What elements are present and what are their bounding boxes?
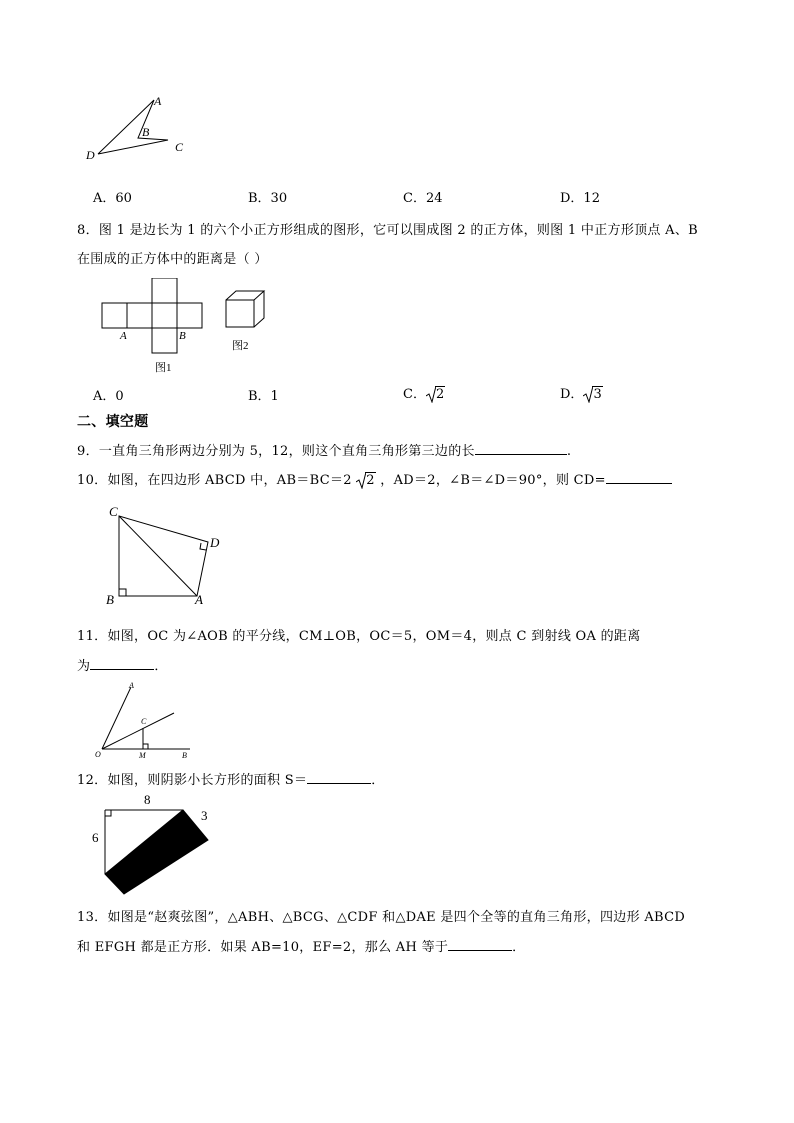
q12-tail: ． [371,773,385,788]
q11-line2-prefix: 为 [77,659,91,674]
q10-label-d: D [210,535,220,550]
q12-stem [77,769,385,788]
q8-option-a: A．0 [93,389,124,404]
q10-text-before: 10．如图，在四边形 ABCD 中，AB＝BC＝2 [77,473,352,488]
q10-label-c: C [109,504,118,519]
q13-line2-text: 和 EFGH 都是正方形．如果 AB=10，EF=2，那么 AH 等于 [77,940,449,955]
q13-answer-blank[interactable] [448,938,512,951]
q10-radicand: 2 [366,473,375,488]
q8-point-b-label: B [179,330,186,342]
q10-quadrilateral-figure [100,502,230,608]
q9-text: 9．一直角三角形两边分别为 5，12，则这个直角三角形第三边的长 [77,444,475,459]
q12-label-8: 8 [144,792,151,807]
q10-label-b: B [106,592,114,607]
q11-label-m: M [139,751,146,760]
q10-label-a: A [195,592,203,607]
q11-angle-bisector-figure [92,680,202,764]
q11-stem-line1: 11．如图，OC 为∠AOB 的平分线，CM⊥OB，OC＝5，OM＝4，则点 C 到射线 OA 的距离 [77,629,641,644]
q12-shaded-rectangle-figure [88,790,218,898]
q10-sqrt [356,473,376,488]
section-heading-fill-blank: 二、填空题 [77,414,149,430]
q12-label-6: 6 [92,830,99,845]
q10-stem [77,469,672,488]
q12-label-3: 3 [201,808,208,823]
q13-tail: ． [512,940,526,955]
q8-option-d-radicand: 3 [593,387,602,402]
q11-stem-line2 [77,655,168,674]
q8-fig2-caption: 图2 [232,340,249,352]
q10-text-after: ，AD＝2，∠B＝∠D＝90°，则 CD= [380,473,606,488]
q11-label-o: O [95,750,101,759]
q11-answer-blank[interactable] [90,657,154,670]
q7-label-c: C [175,140,184,154]
q10-answer-blank[interactable] [606,471,672,484]
q7-label-d: D [86,148,95,162]
q7-option-c: C．24 [403,191,443,206]
q8-option-c [403,383,445,402]
q9-stem [77,440,571,459]
q12-text: 12．如图，则阴影小长方形的面积 S＝ [77,773,308,788]
q8-point-a-label: A [120,330,127,342]
q11-label-b: B [182,751,187,760]
q7-label-a: A [154,94,162,108]
q7-option-a: A．60 [93,191,132,206]
q8-option-b: B．1 [248,389,279,404]
q8-cube-net-figure [100,278,210,378]
q8-option-c-sqrt [426,387,445,402]
q11-label-a: A [129,681,134,690]
q11-line2-tail: ． [154,659,168,674]
q8-option-d-sqrt [583,387,602,402]
q13-stem-line1: 13．如图是“赵爽弦图”，△ABH、△BCG、△CDF 和△DAE 是四个全等的直角三角形，四边形 ABCD [77,910,686,925]
q8-option-d [560,383,603,402]
q9-answer-blank[interactable] [475,442,567,455]
q8-stem-line1: 8．图 1 是边长为 1 的六个小正方形组成的图形，它可以围成图 2 的正方体，则图 1 中正方形顶点 A、B [77,223,698,238]
q8-option-c-prefix: C． [403,387,426,402]
q7-option-b: B．30 [248,191,288,206]
q9-tail: . [566,444,572,459]
q12-answer-blank[interactable] [307,771,371,784]
q8-cube-figure [222,288,272,352]
q13-stem-line2 [77,936,525,955]
q7-triangle-figure [82,90,192,162]
q7-label-b: B [142,125,150,139]
q8-stem-line2: 在围成的正方体中的距离是（ ） [77,252,268,267]
q8-option-d-prefix: D． [560,387,584,402]
q7-option-d: D．12 [560,191,600,206]
q8-fig1-caption: 图1 [155,362,172,374]
q11-label-c: C [141,717,147,726]
q8-option-c-radicand: 2 [435,387,445,402]
